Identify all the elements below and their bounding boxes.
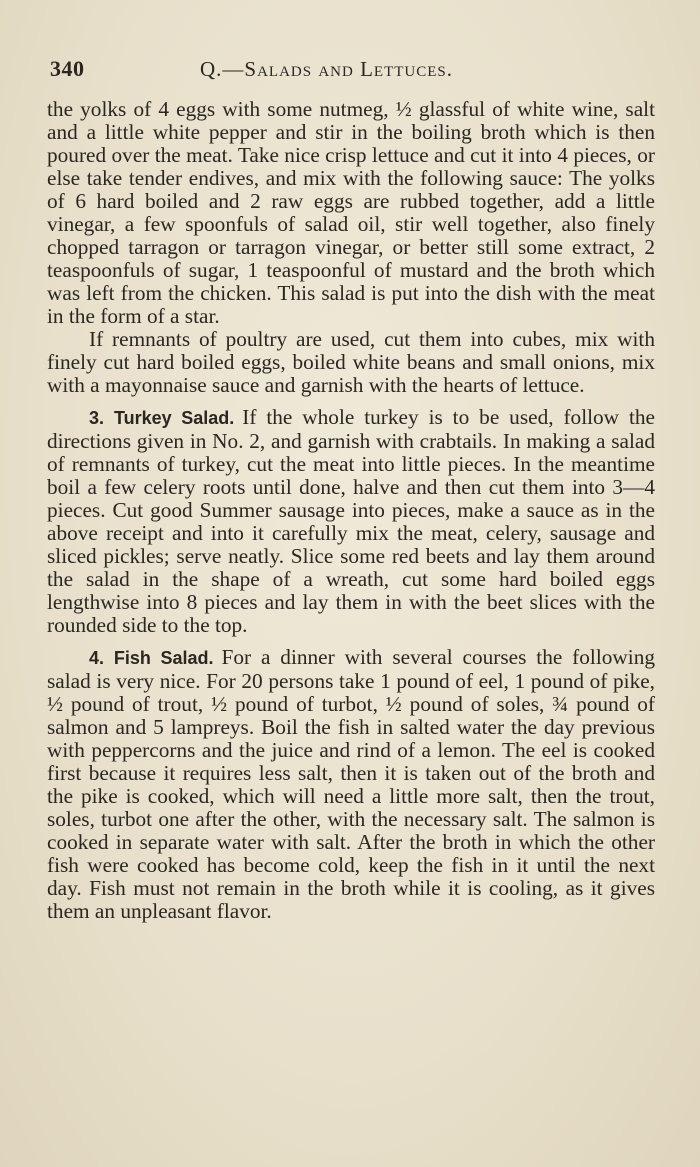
- page-header: [50, 56, 652, 86]
- paragraph-remnants: If remnants of poultry are used, cut them into cubes, mix with finely cut hard boiled eggs, boiled white beans and small onions, mix with a mayonnaise sauce and garnish with the hearts of lettuce.: [47, 327, 655, 397]
- section-text: For a dinner with several courses the following salad is very nice. For 20 persons take 1 pound of eel, 1 pound of pike, ½ pound of trout, ½ pound of turbot, ½ pound of soles, ¾ pound of salmon and 5 lampreys. Boil the fish in salted water the day previous with peppercorns and the juice and rind of a lemon. The eel is cooked first because it requires less salt, then it is taken out of the broth and the pike is cooked, which will need a little more salt, then the trout, soles, turbot one after the other, with the necessary salt. The salmon is cooked in separate water with salt. After the broth in which the other fish were cooked has become cold, keep the fish in it until the next day. Fish must not remain in the broth while it is cooling, as it gives them an unpleasant flavor.: [47, 645, 655, 923]
- section-number: 3.: [89, 408, 105, 428]
- page-number: 340: [50, 56, 85, 81]
- section-number: 4.: [89, 648, 105, 668]
- section-title: Fish Salad.: [113, 648, 214, 668]
- section-title: Turkey Salad.: [113, 408, 235, 428]
- section-turkey-salad: [47, 406, 655, 637]
- body-text: [47, 98, 655, 923]
- running-head: Q.—Salads and Lettuces.: [200, 57, 454, 81]
- paragraph-continued: the yolks of 4 eggs with some nutmeg, ½ glassful of white wine, salt and a little white pepper and stir in the boiling broth which is then poured over the meat. Take nice crisp lettuce and cut it into 4 pieces, or else take tender endives, and mix with the following sauce: The yolks of 6 hard boiled and 2 raw eggs are rubbed together, add a little vinegar, a few spoonfuls of salad oil, stir well together, also finely chopped tarragon or tarragon vinegar, or better still some extract, 2 teaspoonfuls of sugar, 1 teaspoonful of mustard and the broth which was left from the chicken. This salad is put into the dish with the meat in the form of a star.: [47, 97, 655, 328]
- section-fish-salad: [47, 646, 655, 923]
- section-text: If the whole turkey is to be used, follow the directions given in No. 2, and garnish with crabtails. In making a salad of remnants of turkey, cut the meat into little pieces. In the meantime boil a few celery roots until done, halve and then cut them into 3—4 pieces. Cut good Summer sausage into pieces, make a sauce as in the above receipt and into it carefully mix the meat, celery, sausage and sliced pickles; serve neatly. Slice some red beets and lay them around the salad in the shape of a wreath, cut some hard boiled eggs lengthwise into 8 pieces and lay them in with the beet slices with the rounded side to the top.: [47, 405, 655, 637]
